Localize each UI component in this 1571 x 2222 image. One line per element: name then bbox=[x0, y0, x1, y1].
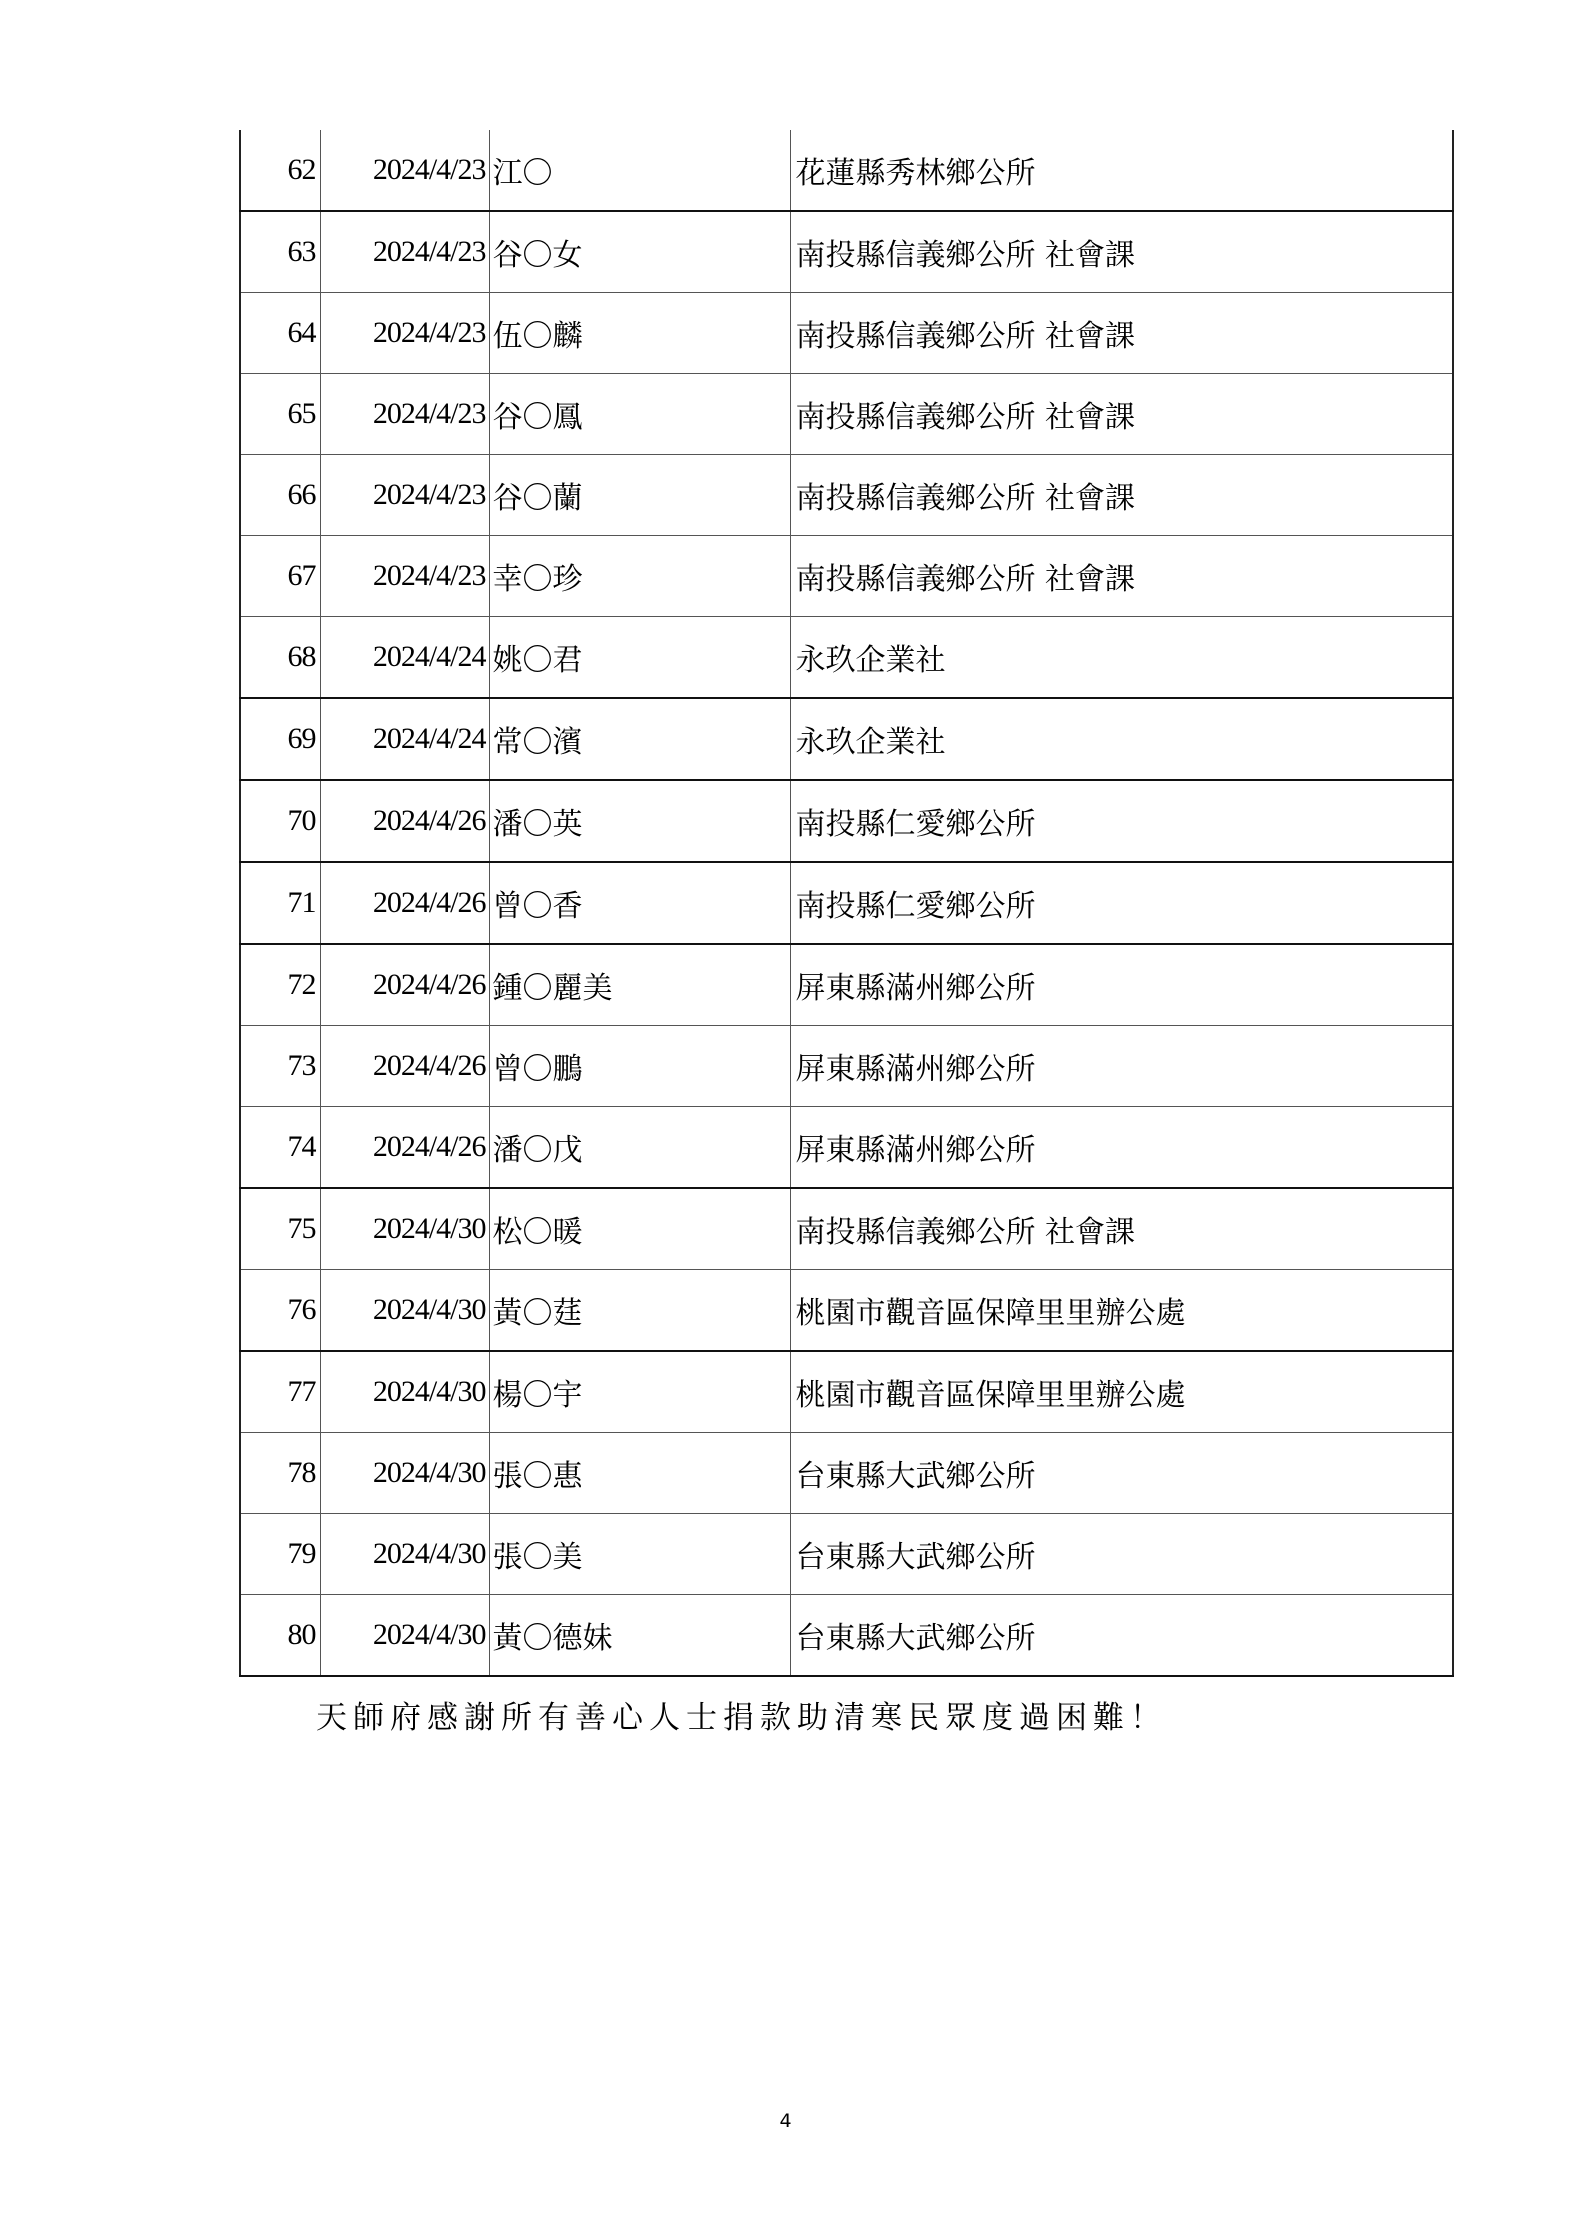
thanks-message: 天師府感謝所有善心人士捐款助清寒民眾度過困難！ bbox=[316, 1700, 1167, 1736]
table-row bbox=[240, 130, 1453, 211]
donation-date-cell: 2024/4/30 bbox=[320, 1188, 489, 1270]
row-number-cell: 71 bbox=[240, 862, 320, 944]
donor-name-cell: 伍〇麟 bbox=[489, 293, 790, 374]
donor-name-cell: 常〇濱 bbox=[489, 698, 790, 780]
donation-date-cell: 2024/4/24 bbox=[320, 698, 489, 780]
row-number-cell: 73 bbox=[240, 1026, 320, 1107]
organization-cell: 屏東縣滿州鄉公所 bbox=[790, 1107, 1453, 1189]
donation-date-cell: 2024/4/30 bbox=[320, 1514, 489, 1595]
organization-cell: 南投縣仁愛鄉公所 bbox=[790, 862, 1453, 944]
row-number-cell: 76 bbox=[240, 1270, 320, 1352]
organization-cell: 南投縣信義鄉公所 社會課 bbox=[790, 374, 1453, 455]
table-row bbox=[240, 1433, 1453, 1514]
donation-date-cell: 2024/4/23 bbox=[320, 536, 489, 617]
donor-name-cell: 楊〇宇 bbox=[489, 1351, 790, 1433]
table-row bbox=[240, 1107, 1453, 1189]
row-number-cell: 75 bbox=[240, 1188, 320, 1270]
donor-name-cell: 谷〇鳳 bbox=[489, 374, 790, 455]
donor-name-cell: 谷〇女 bbox=[489, 211, 790, 293]
donation-date-cell: 2024/4/23 bbox=[320, 374, 489, 455]
donor-name-cell: 江〇 bbox=[489, 130, 790, 211]
row-number-cell: 69 bbox=[240, 698, 320, 780]
table-row bbox=[240, 536, 1453, 617]
row-number-cell: 79 bbox=[240, 1514, 320, 1595]
donation-date-cell: 2024/4/30 bbox=[320, 1595, 489, 1677]
row-number-cell: 67 bbox=[240, 536, 320, 617]
organization-cell: 台東縣大武鄉公所 bbox=[790, 1433, 1453, 1514]
donation-table-body bbox=[240, 130, 1453, 1676]
donation-date-cell: 2024/4/23 bbox=[320, 130, 489, 211]
table-row bbox=[240, 455, 1453, 536]
page-number: 4 bbox=[779, 2110, 792, 2132]
donor-name-cell: 鍾〇麗美 bbox=[489, 944, 790, 1026]
organization-cell: 桃園市觀音區保障里里辦公處 bbox=[790, 1270, 1453, 1352]
table-row bbox=[240, 780, 1453, 862]
donation-table bbox=[239, 130, 1454, 1677]
organization-cell: 南投縣信義鄉公所 社會課 bbox=[790, 211, 1453, 293]
donation-date-cell: 2024/4/23 bbox=[320, 293, 489, 374]
donation-date-cell: 2024/4/30 bbox=[320, 1433, 489, 1514]
donor-name-cell: 潘〇英 bbox=[489, 780, 790, 862]
organization-cell: 屏東縣滿州鄉公所 bbox=[790, 1026, 1453, 1107]
donor-name-cell: 松〇暖 bbox=[489, 1188, 790, 1270]
organization-cell: 南投縣信義鄉公所 社會課 bbox=[790, 455, 1453, 536]
table-row bbox=[240, 1351, 1453, 1433]
donation-date-cell: 2024/4/26 bbox=[320, 780, 489, 862]
donation-date-cell: 2024/4/26 bbox=[320, 862, 489, 944]
organization-cell: 南投縣信義鄉公所 社會課 bbox=[790, 536, 1453, 617]
table-row bbox=[240, 293, 1453, 374]
donor-name-cell: 曾〇鵬 bbox=[489, 1026, 790, 1107]
row-number-cell: 74 bbox=[240, 1107, 320, 1189]
table-row bbox=[240, 944, 1453, 1026]
row-number-cell: 70 bbox=[240, 780, 320, 862]
row-number-cell: 72 bbox=[240, 944, 320, 1026]
donor-name-cell: 幸〇珍 bbox=[489, 536, 790, 617]
donation-date-cell: 2024/4/23 bbox=[320, 455, 489, 536]
donor-name-cell: 黃〇德妹 bbox=[489, 1595, 790, 1677]
donor-name-cell: 黃〇莛 bbox=[489, 1270, 790, 1352]
organization-cell: 南投縣仁愛鄉公所 bbox=[790, 780, 1453, 862]
row-number-cell: 62 bbox=[240, 130, 320, 211]
organization-cell: 台東縣大武鄉公所 bbox=[790, 1514, 1453, 1595]
table-row bbox=[240, 1188, 1453, 1270]
row-number-cell: 66 bbox=[240, 455, 320, 536]
donation-date-cell: 2024/4/30 bbox=[320, 1351, 489, 1433]
donation-date-cell: 2024/4/23 bbox=[320, 211, 489, 293]
donor-name-cell: 潘〇戊 bbox=[489, 1107, 790, 1189]
table-row bbox=[240, 617, 1453, 699]
organization-cell: 台東縣大武鄉公所 bbox=[790, 1595, 1453, 1677]
donor-name-cell: 張〇惠 bbox=[489, 1433, 790, 1514]
donation-date-cell: 2024/4/26 bbox=[320, 1026, 489, 1107]
organization-cell: 花蓮縣秀林鄉公所 bbox=[790, 130, 1453, 211]
row-number-cell: 65 bbox=[240, 374, 320, 455]
row-number-cell: 64 bbox=[240, 293, 320, 374]
row-number-cell: 68 bbox=[240, 617, 320, 699]
table-row bbox=[240, 862, 1453, 944]
donation-date-cell: 2024/4/24 bbox=[320, 617, 489, 699]
row-number-cell: 80 bbox=[240, 1595, 320, 1677]
organization-cell: 桃園市觀音區保障里里辦公處 bbox=[790, 1351, 1453, 1433]
table-row bbox=[240, 1595, 1453, 1677]
row-number-cell: 77 bbox=[240, 1351, 320, 1433]
row-number-cell: 78 bbox=[240, 1433, 320, 1514]
table-row bbox=[240, 374, 1453, 455]
donor-name-cell: 谷〇蘭 bbox=[489, 455, 790, 536]
organization-cell: 屏東縣滿州鄉公所 bbox=[790, 944, 1453, 1026]
table-row bbox=[240, 698, 1453, 780]
organization-cell: 永玖企業社 bbox=[790, 617, 1453, 699]
donation-date-cell: 2024/4/26 bbox=[320, 1107, 489, 1189]
donor-name-cell: 曾〇香 bbox=[489, 862, 790, 944]
donor-name-cell: 姚〇君 bbox=[489, 617, 790, 699]
donation-date-cell: 2024/4/26 bbox=[320, 944, 489, 1026]
table-row bbox=[240, 211, 1453, 293]
table-row bbox=[240, 1026, 1453, 1107]
organization-cell: 南投縣信義鄉公所 社會課 bbox=[790, 1188, 1453, 1270]
donor-name-cell: 張〇美 bbox=[489, 1514, 790, 1595]
donation-date-cell: 2024/4/30 bbox=[320, 1270, 489, 1352]
organization-cell: 永玖企業社 bbox=[790, 698, 1453, 780]
organization-cell: 南投縣信義鄉公所 社會課 bbox=[790, 293, 1453, 374]
table-row bbox=[240, 1270, 1453, 1352]
row-number-cell: 63 bbox=[240, 211, 320, 293]
table-row bbox=[240, 1514, 1453, 1595]
